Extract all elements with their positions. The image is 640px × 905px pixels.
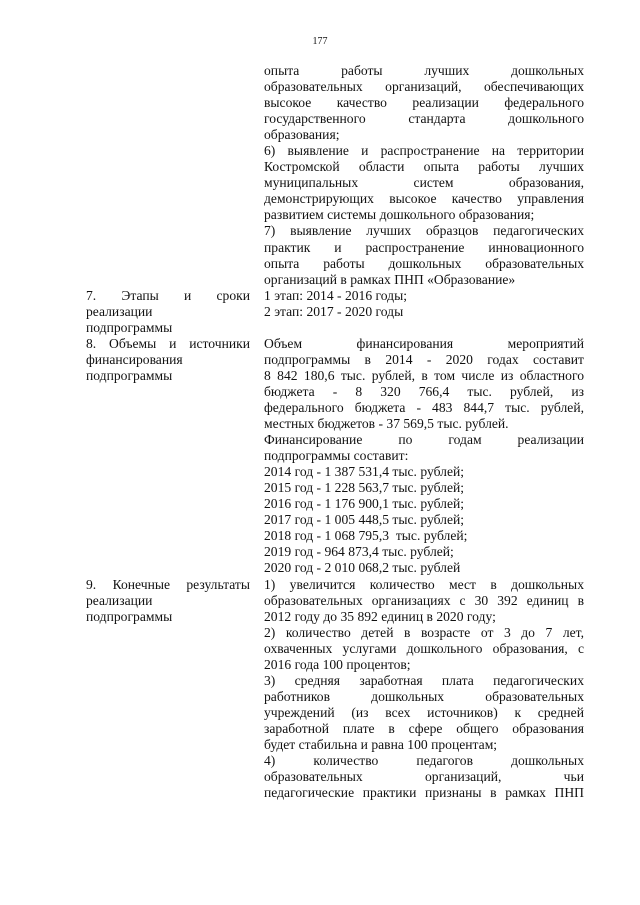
results-cell — [264, 577, 584, 802]
text-line: местных бюджетов - 37 569,5 тыс. рублей. — [264, 416, 509, 432]
task-6: 6) выявление и распространение на территории — [264, 143, 584, 159]
stages-cell — [264, 288, 584, 336]
result-3: 3) средняя заработная плата педагогических — [264, 672, 584, 688]
result-2: 2) количество детей в возрасте от 3 до 7 лет, — [264, 624, 584, 640]
text-line: практик и распространение инновационного — [264, 239, 584, 255]
empty-label-cell — [86, 63, 264, 288]
year-funding-line: 2019 год - 964 873,4 тыс. рублей; — [264, 544, 454, 560]
result-4: 4) количество педагогов дошкольных — [264, 753, 584, 769]
text-line: высокое качество реализации федерального — [264, 95, 584, 111]
label-line: 9. Конечные результаты — [86, 576, 250, 592]
label-line: реализации подпрограммы — [86, 592, 173, 624]
text-line: опыта работы дошкольных образовательных — [264, 255, 584, 271]
text-line: будет стабильна и равна 100 процентам; — [264, 736, 498, 752]
text-line: педагогические практики признаны в рамках ПНП — [264, 785, 584, 801]
text-line: учреждений (из всех источников) к средней — [264, 704, 584, 720]
text-line: организаций в рамках ПНП «Образование» — [264, 271, 516, 287]
page-number: 177 — [312, 36, 328, 47]
text-line: государственного стандарта дошкольного — [264, 111, 584, 127]
table-row-funding — [86, 336, 584, 577]
text-line: 2016 года 100 процентов; — [264, 656, 411, 672]
year-funding-line: 2015 год - 1 228 563,7 тыс. рублей; — [264, 480, 465, 496]
text-line: образовательных организациях с 30 392 единиц в — [264, 592, 584, 608]
table-row-continuation — [86, 63, 584, 288]
passport-table — [86, 63, 584, 801]
label-line: 8. Объемы и источники — [86, 335, 250, 351]
text-line: охваченных услугами дошкольного образования, с — [264, 640, 584, 656]
text-line: работников дошкольных образовательных — [264, 688, 584, 704]
text-line: федерального бюджета - 483 844,7 тыс. рублей, — [264, 399, 584, 415]
text-line: бюджета - 8 320 766,4 тыс. рублей, из — [264, 383, 584, 399]
text-line: Объем финансирования мероприятий — [264, 335, 584, 351]
table-row-stages — [86, 288, 584, 336]
table-row-results — [86, 577, 584, 802]
result-1: 1) увеличится количество мест в дошкольных — [264, 576, 584, 592]
year-funding-line: 2014 год - 1 387 531,4 тыс. рублей; — [264, 464, 465, 480]
label-line: финансирования подпрограммы — [86, 351, 183, 383]
text-line: подпрограммы составит: — [264, 448, 409, 464]
text-line: опыта работы лучших дошкольных — [264, 63, 584, 78]
year-funding-line: 2017 год - 1 005 448,5 тыс. рублей; — [264, 512, 465, 528]
text-line: муниципальных систем образования, — [264, 175, 584, 191]
text-line: подпрограммы в 2014 - 2020 годах составит — [264, 351, 584, 367]
stage-line: 1 этап: 2014 - 2016 годы; — [264, 287, 408, 303]
year-funding-line: 2020 год - 2 010 068,2 тыс. рублей — [264, 560, 461, 576]
year-funding-line: 2018 год - 1 068 795,3 тыс. рублей; — [264, 528, 468, 544]
section-9-label — [86, 577, 264, 802]
text-line: образовательных организаций, чьи — [264, 769, 584, 785]
text-line: 2012 году до 35 892 единиц в 2020 году; — [264, 608, 496, 624]
text-line: развитием системы дошкольного образования; — [264, 207, 535, 223]
label-line: 7. Этапы и сроки — [86, 287, 250, 303]
task-7: 7) выявление лучших образцов педагогических — [264, 223, 584, 239]
goals-continuation-cell — [264, 63, 584, 288]
text-line: образования; — [264, 127, 340, 143]
section-7-label — [86, 288, 264, 336]
stage-line: 2 этап: 2017 - 2020 годы — [264, 303, 404, 319]
text-line: демонстрирующих высокое качество управления — [264, 191, 584, 207]
year-funding-line: 2016 год - 1 176 900,1 тыс. рублей; — [264, 496, 465, 512]
text-line: образовательных организаций, обеспечивающих — [264, 79, 584, 95]
text-line: Костромской области опыта работы лучших — [264, 159, 584, 175]
section-8-label — [86, 336, 264, 577]
label-line: реализации подпрограммы — [86, 303, 173, 335]
text-line: заработной плате в сфере общего образования — [264, 720, 584, 736]
funding-cell — [264, 336, 584, 577]
text-line: Финансирование по годам реализации — [264, 432, 584, 448]
text-line: 8 842 180,6 тыс. рублей, в том числе из областного — [264, 367, 584, 383]
